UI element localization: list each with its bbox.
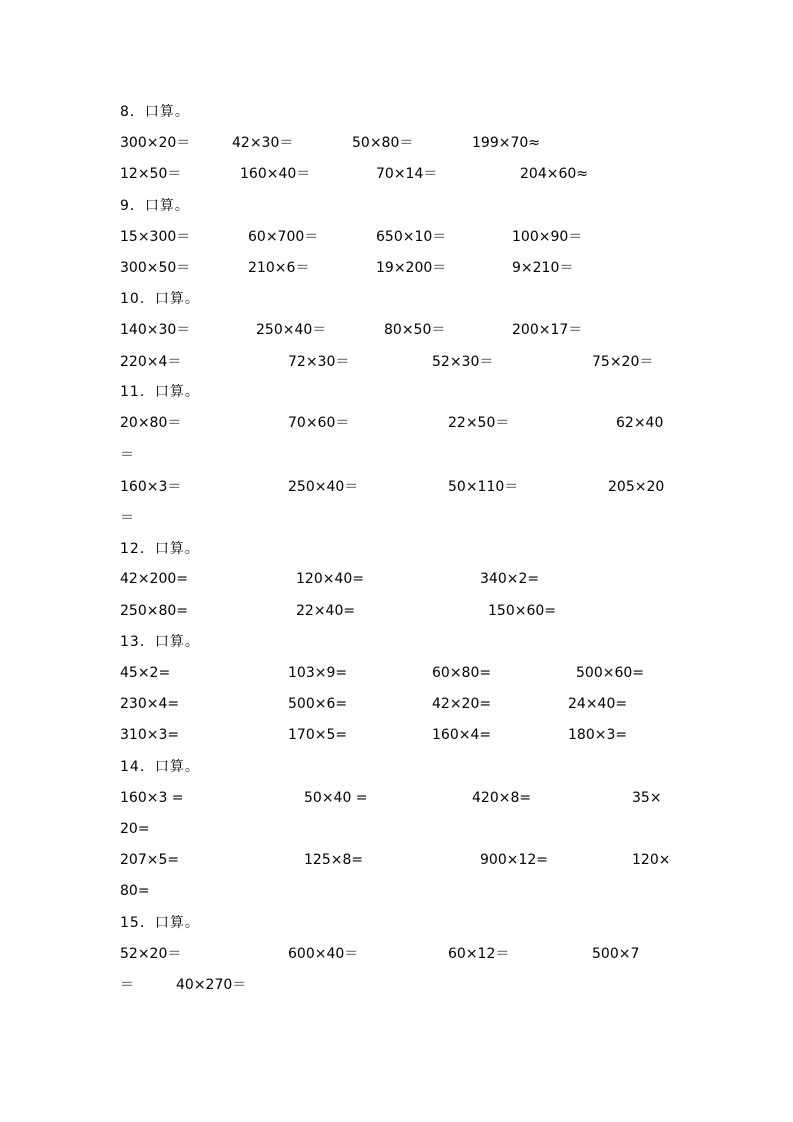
problem: 500×7 xyxy=(592,946,640,962)
problem: 103×9= xyxy=(288,665,348,681)
problem: 24×40= xyxy=(568,696,628,712)
section-heading: 15．口算。 xyxy=(120,915,200,931)
problem: 500×6= xyxy=(288,696,348,712)
problem: 250×40＝ xyxy=(256,322,327,338)
problem: 600×40＝ xyxy=(288,946,359,962)
problem: 140×30＝ xyxy=(120,322,191,338)
problem: 42×20= xyxy=(432,696,492,712)
section-heading: 8．口算。 xyxy=(120,104,190,120)
problem: 220×4＝ xyxy=(120,354,182,370)
problem: 50×80＝ xyxy=(352,135,414,151)
section-heading: 12．口算。 xyxy=(120,541,200,557)
problem: 100×90＝ xyxy=(512,229,583,245)
problem: 62×40 xyxy=(616,415,664,431)
problem-continuation: 20= xyxy=(120,821,150,837)
problem: 210×6＝ xyxy=(248,260,310,276)
problem: 12×50＝ xyxy=(120,166,182,182)
problem: 120× xyxy=(632,852,671,868)
problem: 180×3= xyxy=(568,727,628,743)
problem-continuation: ＝ xyxy=(120,510,134,526)
section-heading: 14．口算。 xyxy=(120,759,200,775)
problem: 207×5= xyxy=(120,852,180,868)
problem: 500×60= xyxy=(576,665,644,681)
problem: 22×40= xyxy=(296,603,356,619)
problem: 310×3= xyxy=(120,727,180,743)
problem: 35× xyxy=(632,790,662,806)
problem: 300×20＝ xyxy=(120,135,191,151)
problem: 340×2= xyxy=(480,571,540,587)
problem: 230×4= xyxy=(120,696,180,712)
problem: 160×3 = xyxy=(120,790,184,806)
problem: 80×50＝ xyxy=(384,322,446,338)
problem: 20×80＝ xyxy=(120,415,182,431)
problem-continuation: ＝ xyxy=(120,977,134,993)
problem: 52×30＝ xyxy=(432,354,494,370)
problem: 250×40＝ xyxy=(288,479,359,495)
problem: 50×40 = xyxy=(304,790,368,806)
problem: 42×200= xyxy=(120,571,188,587)
problem: 650×10＝ xyxy=(376,229,447,245)
problem: 300×50＝ xyxy=(120,260,191,276)
section-heading: 13．口算。 xyxy=(120,634,200,650)
problem: 15×300＝ xyxy=(120,229,191,245)
problem: 40×270＝ xyxy=(176,977,247,993)
section-heading: 9．口算。 xyxy=(120,198,190,214)
problem: 204×60≈ xyxy=(520,166,588,182)
problem: 900×12= xyxy=(480,852,548,868)
problem: 45×2= xyxy=(120,665,171,681)
section-heading: 10．口算。 xyxy=(120,291,200,307)
problem: 52×20＝ xyxy=(120,946,182,962)
problem: 160×4= xyxy=(432,727,492,743)
problem: 72×30＝ xyxy=(288,354,350,370)
problem: 420×8= xyxy=(472,790,532,806)
problem: 75×20＝ xyxy=(592,354,654,370)
problem: 199×70≈ xyxy=(472,135,540,151)
problem: 42×30＝ xyxy=(232,135,294,151)
section-heading: 11．口算。 xyxy=(120,384,200,400)
problem: 70×14＝ xyxy=(376,166,438,182)
problem: 70×60＝ xyxy=(288,415,350,431)
problem: 50×110＝ xyxy=(448,479,519,495)
problem: 150×60= xyxy=(488,603,556,619)
problem: 200×17＝ xyxy=(512,322,583,338)
problem: 60×80= xyxy=(432,665,492,681)
problem: 120×40= xyxy=(296,571,364,587)
problem: 160×3＝ xyxy=(120,479,182,495)
problem: 60×700＝ xyxy=(248,229,319,245)
problem: 9×210＝ xyxy=(512,260,574,276)
problem-continuation: ＝ xyxy=(120,447,134,463)
problem: 170×5= xyxy=(288,727,348,743)
problem: 22×50＝ xyxy=(448,415,510,431)
problem: 160×40＝ xyxy=(240,166,311,182)
problem: 60×12＝ xyxy=(448,946,510,962)
problem: 125×8= xyxy=(304,852,364,868)
problem: 250×80= xyxy=(120,603,188,619)
problem: 19×200＝ xyxy=(376,260,447,276)
problem: 205×20 xyxy=(608,479,665,495)
problem-continuation: 80= xyxy=(120,883,150,899)
